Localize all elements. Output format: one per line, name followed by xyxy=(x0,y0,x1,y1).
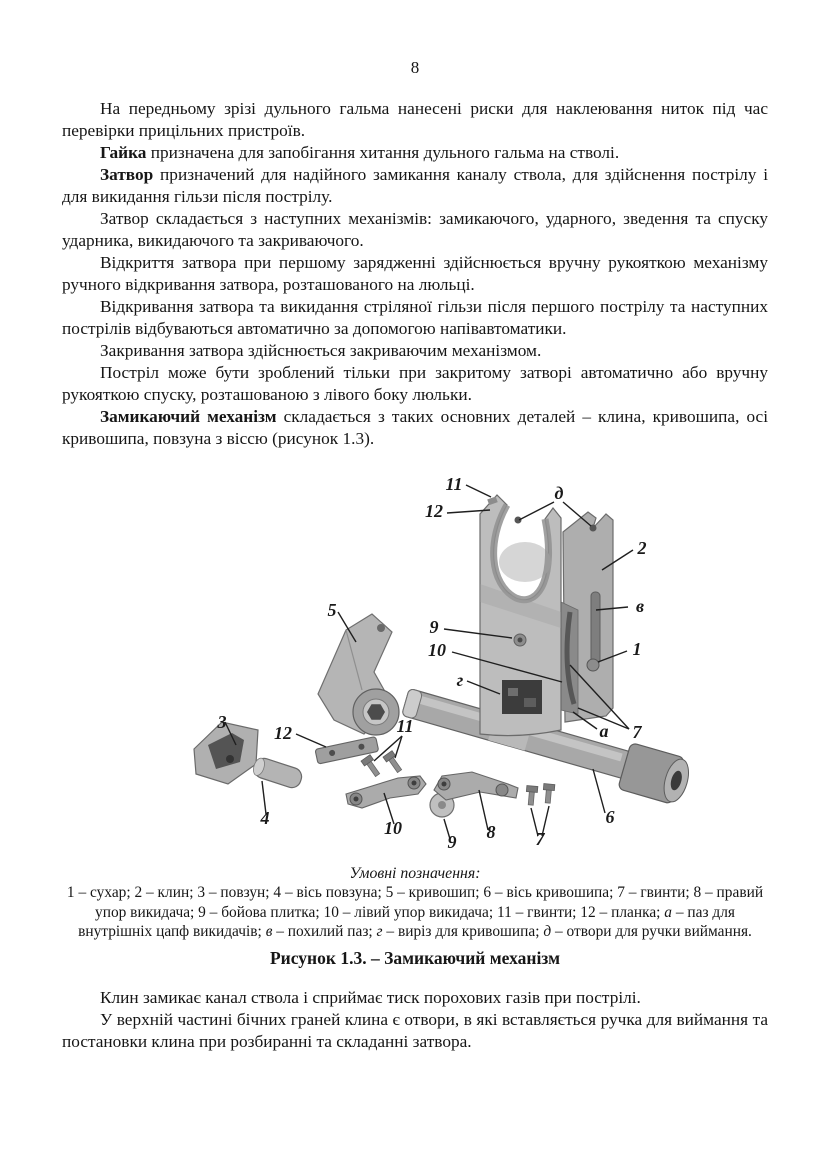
figure-part-label: 8 xyxy=(486,822,496,842)
body-text xyxy=(62,98,768,450)
paragraph-text: На передньому зрізі дульного гальма нанесені риски для наклеювання ниток під час перевірки прицільних пристроїв. xyxy=(62,99,768,140)
paragraph xyxy=(62,296,768,340)
figure-part-label: 12 xyxy=(425,501,443,521)
legend-segment: 1 – сухар; 2 – клин; 3 – повзун; 4 – вісь повзуна; 5 – кривошип; 6 – вісь кривошипа; 7 – гвинти; 8 – правий упор викидача; 9 – бойова плитка; 10 – лівий упор викидача; 11 – гвинти; 12 – планка; xyxy=(66,884,764,921)
legend-segment: – похилий паз; xyxy=(272,923,377,940)
paragraph-text: Постріл може бути зроблений тільки при закритому затворі автоматично або вручну рукояткою спуску, розташованою з лівого боку люльки. xyxy=(62,363,768,404)
paragraph-text: складається з таких основних деталей – клина, кривошипа, осі кривошипа, повзуна з віссю (рисунок 1.3). xyxy=(62,407,769,448)
figure-part-label: 1 xyxy=(632,639,642,659)
paragraph xyxy=(62,987,768,1009)
paragraph xyxy=(62,406,768,450)
figure-caption-text: – Замикаючий механізм xyxy=(366,947,561,968)
figure-part-label: д xyxy=(554,483,564,503)
paragraph-text: Затвор складається з наступних механізмів: замикаючого, ударного, зведення та спуску ударника, викидаючого та закриваючого. xyxy=(62,209,768,250)
leader-line xyxy=(466,485,491,497)
paragraph-text: призначена для запобігання хитання дульного гальма на стволі. xyxy=(146,143,620,162)
legend-segment: – паз для внутрішніх цапф викидачів; xyxy=(78,903,735,940)
figure-caption xyxy=(62,947,768,970)
figure-part-label: 11 xyxy=(396,716,414,736)
slider-axis-part xyxy=(251,756,304,790)
screws-7-part xyxy=(525,784,555,806)
crank-cutout xyxy=(502,680,542,714)
paragraph-lead: Затвор xyxy=(100,165,154,184)
paragraph xyxy=(62,142,768,164)
leader-line xyxy=(296,734,326,747)
left-stop-part xyxy=(346,776,426,808)
legend-letter: а xyxy=(664,903,672,921)
paragraph-text: призначений для надійного замикання каналу ствола, для здійснення пострілу і для викидання гільзи після пострілу. xyxy=(62,165,768,206)
figure-part-label: 11 xyxy=(445,474,463,494)
figure-part-label: 3 xyxy=(217,712,227,732)
figure-1-3 xyxy=(62,462,768,970)
legend-letter: в xyxy=(265,923,273,940)
legend-segment: – виріз для кривошипа; xyxy=(382,923,544,940)
wedge-part xyxy=(480,495,613,736)
paragraph xyxy=(62,98,768,142)
inclined-groove xyxy=(591,592,600,664)
paragraph-text: У верхній частині бічних граней клина є отвори, в які вставляється ручка для виймання та постановки клина при розбиранні та складанні затвора. xyxy=(62,1009,768,1051)
right-stop-part xyxy=(434,772,518,800)
paragraph-text: Відкриття затвора при першому зарядженні здійснюється вручну рукояткою механізму ручного відкривання затвора, розташованого на люльці. xyxy=(62,253,768,294)
paragraph xyxy=(62,362,768,406)
figure-part-label: в xyxy=(635,596,645,616)
figure-image xyxy=(150,462,710,862)
figure-legend-title: Умовні позначення: xyxy=(349,865,481,882)
figure-part-label: 10 xyxy=(384,818,402,838)
paragraph xyxy=(62,208,768,252)
paragraph-text: Клин замикає канал ствола і сприймає тиск порохових газів при пострілі. xyxy=(100,987,641,1007)
body-text-after-figure xyxy=(62,987,768,1053)
figure-part-label: 12 xyxy=(274,723,292,743)
figure-part-label: 6 xyxy=(605,807,615,827)
paragraph xyxy=(62,340,768,362)
legend-letter: г xyxy=(376,923,383,940)
paragraph-text: Відкривання затвора та викидання стріляної гільзи після першого пострілу та наступних пострілів відбуваються автоматично за допомогою напівавтоматики. xyxy=(62,297,768,338)
figure-part-label: 2 xyxy=(637,538,647,558)
figure-part-label: 9 xyxy=(447,832,457,852)
figure-part-label: 10 xyxy=(428,640,446,660)
paragraph-text: Закривання затвора здійснюється закриваючим механізмом. xyxy=(100,341,542,360)
crank-part xyxy=(318,614,399,735)
legend-segment: – отвори для ручки виймання. xyxy=(551,923,752,940)
figure-legend-text xyxy=(62,883,768,942)
figure-part-label: 9 xyxy=(429,617,439,637)
legend-letter: д xyxy=(543,923,552,940)
paragraph-lead: Гайка xyxy=(100,143,147,162)
figure-caption-number: Рисунок 1.3. xyxy=(269,947,367,968)
figure-part-label: 4 xyxy=(260,808,270,828)
figure-part-label: г xyxy=(456,670,464,690)
paragraph xyxy=(62,1009,768,1053)
paragraph xyxy=(62,252,768,296)
leader-line xyxy=(593,769,605,813)
paragraph xyxy=(62,164,768,208)
figure-part-label: 7 xyxy=(632,722,642,742)
sukhar-part xyxy=(587,659,599,671)
paragraph-lead: Замикаючий механізм xyxy=(100,407,277,426)
figure-part-label: 5 xyxy=(327,600,337,620)
screws-11-part xyxy=(361,751,404,779)
figure-part-label: 7 xyxy=(535,829,545,849)
page-number: 8 xyxy=(410,58,420,77)
figure-part-label: а xyxy=(599,721,609,741)
